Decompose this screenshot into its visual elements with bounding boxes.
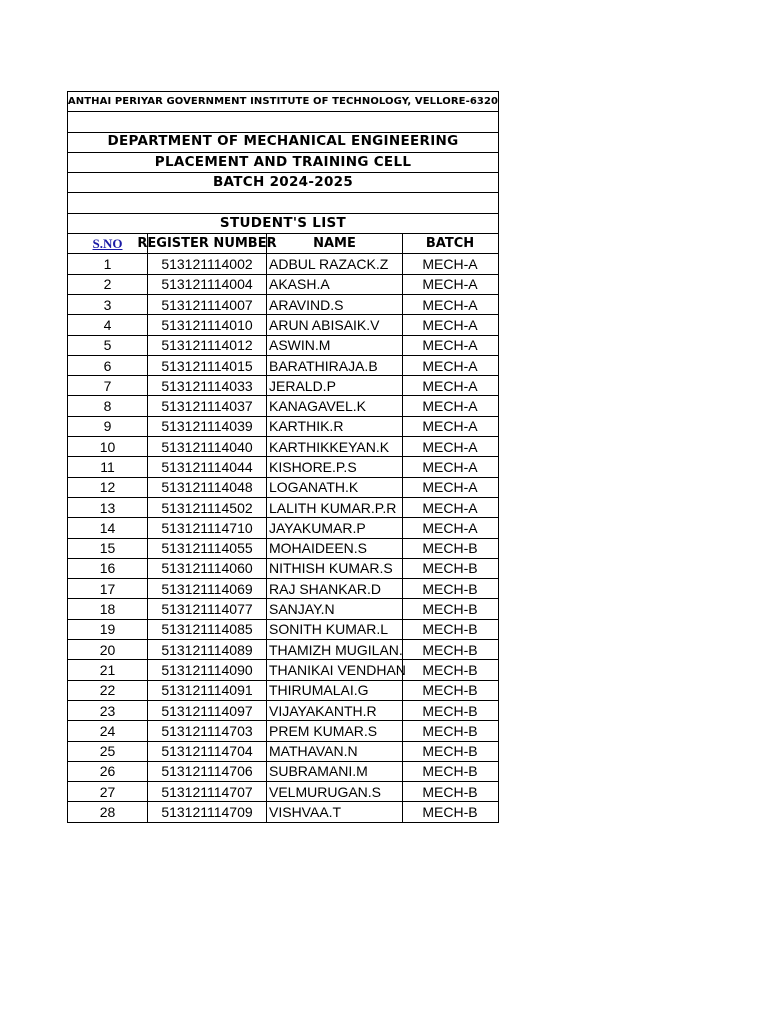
register-number-cell: 513121114040 — [148, 437, 267, 456]
register-number-cell: 513121114037 — [148, 396, 267, 415]
sno-cell: 22 — [68, 681, 148, 700]
sno-cell: 14 — [68, 518, 148, 537]
table-row — [68, 762, 499, 782]
register-number-cell: 513121114048 — [148, 478, 267, 497]
name-cell: KISHORE.P.S — [267, 457, 403, 476]
institute-name: ANTHAI PERIYAR GOVERNMENT INSTITUTE OF TECHNOLOGY, VELLORE-6320 — [67, 95, 499, 107]
table-row — [68, 498, 499, 518]
header-batch: BATCH — [425, 236, 475, 252]
name-cell: VELMURUGAN.S — [267, 782, 403, 801]
register-number-cell: 513121114704 — [148, 742, 267, 761]
sno-cell: 17 — [68, 579, 148, 598]
cell-row — [68, 153, 499, 173]
sno-cell: 1 — [68, 254, 148, 273]
batch-cell: MECH-A — [422, 316, 478, 333]
register-number-cell: 513121114002 — [148, 254, 267, 273]
register-number-cell: 513121114706 — [148, 762, 267, 781]
table-row — [68, 782, 499, 802]
table-row — [68, 396, 499, 416]
batch-cell: MECH-B — [422, 743, 478, 760]
sno-cell: 12 — [68, 478, 148, 497]
sno-cell: 8 — [68, 396, 148, 415]
sno-cell: 28 — [68, 802, 148, 821]
register-number-cell: 513121114077 — [148, 599, 267, 618]
sno-cell: 26 — [68, 762, 148, 781]
table-row — [68, 721, 499, 741]
register-number-cell: 513121114007 — [148, 295, 267, 314]
name-cell: KANAGAVEL.K — [267, 396, 403, 415]
batch-cell: MECH-B — [422, 722, 478, 739]
name-cell: THIRUMALAI.G — [267, 681, 403, 700]
name-cell: KARTHIK.R — [267, 417, 403, 436]
register-number-cell: 513121114060 — [148, 559, 267, 578]
register-number-cell: 513121114069 — [148, 579, 267, 598]
name-cell: KARTHIKKEYAN.K — [267, 437, 403, 456]
table-row — [68, 681, 499, 701]
header-name: NAME — [267, 234, 403, 253]
table-row — [68, 599, 499, 619]
table-row — [68, 295, 499, 315]
sno-cell: 3 — [68, 295, 148, 314]
name-cell: ADBUL RAZACK.Z — [267, 254, 403, 273]
sno-cell: 15 — [68, 539, 148, 558]
table-row — [68, 640, 499, 660]
sno-cell: 9 — [68, 417, 148, 436]
name-cell: PREM KUMAR.S — [267, 721, 403, 740]
header-register-number — [137, 234, 277, 253]
name-cell: ASWIN.M — [267, 336, 403, 355]
batch-cell: MECH-A — [422, 418, 478, 435]
name-cell: AKASH.A — [267, 275, 403, 294]
student-list-sheet — [67, 91, 499, 823]
table-row — [68, 254, 499, 274]
table-row — [68, 539, 499, 559]
batch-cell: MECH-A — [422, 276, 478, 293]
sno-cell: 5 — [68, 336, 148, 355]
register-number-cell: 513121114097 — [148, 701, 267, 720]
batch-cell: MECH-B — [422, 621, 478, 638]
table-row — [68, 356, 499, 376]
name-cell: SONITH KUMAR.L — [267, 620, 403, 639]
blank-cell — [68, 112, 498, 131]
register-number-cell: 513121114710 — [148, 518, 267, 537]
register-number-cell: 513121114090 — [148, 660, 267, 679]
batch-cell: MECH-A — [422, 499, 478, 516]
sno-cell: 16 — [68, 559, 148, 578]
name-cell: RAJ SHANKAR.D — [267, 579, 403, 598]
name-cell: THANIKAI VENDHAN — [269, 661, 406, 678]
sno-cell: 27 — [68, 782, 148, 801]
blank-row — [68, 112, 499, 132]
sno-cell: 25 — [68, 742, 148, 761]
register-number-cell: 513121114055 — [148, 539, 267, 558]
name-cell: JAYAKUMAR.P — [267, 518, 403, 537]
sno-cell: 11 — [68, 457, 148, 476]
table-row — [68, 478, 499, 498]
table-row — [68, 742, 499, 762]
batch-cell: MECH-A — [422, 398, 478, 415]
name-cell: LALITH KUMAR.P.R — [267, 498, 403, 517]
sno-cell: 21 — [68, 660, 148, 679]
table-row — [68, 437, 499, 457]
batch-cell: MECH-A — [422, 256, 478, 273]
batch-cell: MECH-B — [422, 580, 478, 597]
batch-cell: MECH-B — [422, 661, 478, 678]
table-row — [68, 457, 499, 477]
header-register-label: REGISTER NUMBER — [137, 236, 277, 252]
name-cell: SUBRAMANI.M — [267, 762, 403, 781]
register-number-cell: 513121114010 — [148, 315, 267, 334]
batch-cell: MECH-B — [422, 702, 478, 719]
sno-cell: 7 — [68, 376, 148, 395]
institute-row — [68, 92, 499, 112]
register-number-cell: 513121114039 — [148, 417, 267, 436]
sno-cell: 6 — [68, 356, 148, 375]
register-number-cell: 513121114089 — [148, 640, 267, 659]
register-number-cell: 513121114707 — [148, 782, 267, 801]
blank-cell — [68, 193, 498, 212]
table-row — [68, 701, 499, 721]
table-row — [68, 336, 499, 356]
table-row — [68, 417, 499, 437]
name-cell: SANJAY.N — [267, 599, 403, 618]
name-cell: LOGANATH.K — [267, 478, 403, 497]
batch-cell: MECH-B — [422, 783, 478, 800]
name-cell: ARUN ABISAIK.V — [267, 315, 403, 334]
batch-cell: MECH-A — [422, 479, 478, 496]
sno-cell: 19 — [68, 620, 148, 639]
department-row — [68, 133, 499, 153]
column-header-row — [68, 234, 499, 254]
sno-cell: 4 — [68, 315, 148, 334]
table-row — [68, 559, 499, 579]
name-cell: NITHISH KUMAR.S — [267, 559, 403, 578]
name-cell: MATHAVAN.N — [267, 742, 403, 761]
sno-cell: 18 — [68, 599, 148, 618]
table-row — [68, 376, 499, 396]
batch-cell: MECH-A — [422, 519, 478, 536]
placement-cell-title: PLACEMENT AND TRAINING CELL — [154, 153, 412, 170]
register-number-cell: 513121114015 — [148, 356, 267, 375]
table-row — [68, 315, 499, 335]
sno-cell: 2 — [68, 275, 148, 294]
register-number-cell: 513121114502 — [148, 498, 267, 517]
sno-cell: 23 — [68, 701, 148, 720]
name-cell: ARAVIND.S — [267, 295, 403, 314]
name-cell: VIJAYAKANTH.R — [267, 701, 403, 720]
batch-cell: MECH-A — [422, 458, 478, 475]
batch-cell: MECH-B — [422, 641, 478, 658]
register-number-cell: 513121114091 — [148, 681, 267, 700]
department-title: DEPARTMENT OF MECHANICAL ENGINEERING — [107, 133, 459, 150]
sno-cell: 13 — [68, 498, 148, 517]
list-title: STUDENT'S LIST — [219, 214, 347, 231]
register-number-cell: 513121114004 — [148, 275, 267, 294]
batch-cell: MECH-A — [422, 357, 478, 374]
register-number-cell: 513121114703 — [148, 721, 267, 740]
name-cell: JERALD.P — [267, 376, 403, 395]
list-title-row — [68, 214, 499, 234]
batch-cell: MECH-B — [422, 601, 478, 618]
batch-cell: MECH-B — [422, 763, 478, 780]
batch-title: BATCH 2024-2025 — [212, 174, 354, 191]
table-row — [68, 802, 499, 822]
blank-row — [68, 193, 499, 213]
register-number-cell: 513121114033 — [148, 376, 267, 395]
batch-title-row — [68, 173, 499, 193]
register-number-cell: 513121114709 — [148, 802, 267, 821]
register-number-cell: 513121114012 — [148, 336, 267, 355]
table-row — [68, 518, 499, 538]
table-row — [68, 660, 499, 680]
batch-cell: MECH-B — [422, 682, 478, 699]
student-rows — [68, 254, 499, 822]
table-row — [68, 275, 499, 295]
batch-cell: MECH-A — [422, 296, 478, 313]
register-number-cell: 513121114085 — [148, 620, 267, 639]
name-cell: VISHVAA.T — [267, 802, 403, 821]
name-cell: BARATHIRAJA.B — [267, 356, 403, 375]
batch-cell: MECH-A — [422, 438, 478, 455]
sno-cell: 24 — [68, 721, 148, 740]
table-row — [68, 620, 499, 640]
name-cell: THAMIZH MUGILAN. — [269, 641, 403, 658]
batch-cell: MECH-B — [422, 804, 478, 821]
batch-cell: MECH-A — [422, 337, 478, 354]
table-row — [68, 579, 499, 599]
batch-cell: MECH-B — [422, 540, 478, 557]
register-number-cell: 513121114044 — [148, 457, 267, 476]
batch-cell: MECH-B — [422, 560, 478, 577]
name-cell: MOHAIDEEN.S — [267, 539, 403, 558]
sno-cell: 10 — [68, 437, 148, 456]
batch-cell: MECH-A — [422, 377, 478, 394]
header-sno[interactable]: S.NO — [68, 234, 148, 253]
sno-cell: 20 — [68, 640, 148, 659]
